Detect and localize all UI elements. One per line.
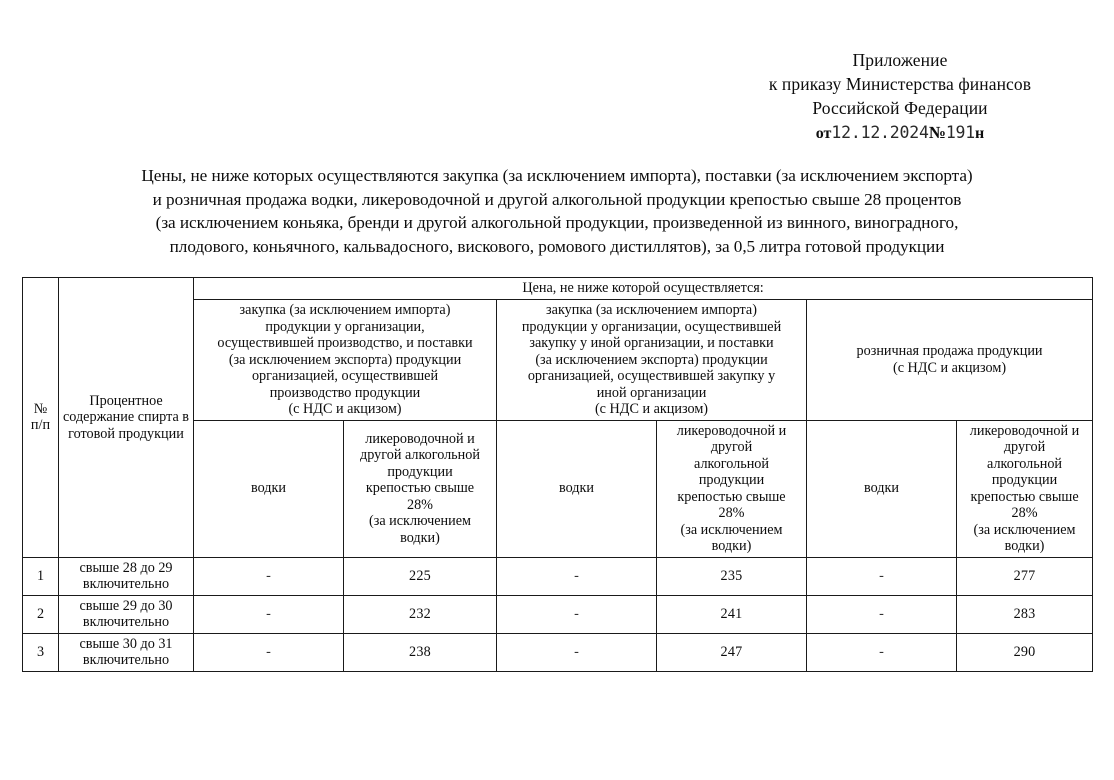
- row-index: 2: [23, 595, 59, 633]
- sub3-line-1: ликероводочной и: [969, 422, 1080, 439]
- sub1-line-4: крепостью свыше: [365, 480, 475, 497]
- cell-purchase-liquor: 232: [344, 595, 497, 633]
- cell-resale-vodka: -: [497, 633, 657, 671]
- table-row: [23, 557, 1093, 595]
- row-range-line1: свыше 29 до 30: [79, 597, 173, 614]
- col-header-index-line2: п/п: [30, 417, 51, 434]
- group1-line-1: закупка (за исключением импорта): [239, 302, 451, 318]
- sub2-line-7: (за исключением: [680, 521, 783, 538]
- appendix-reference-block: [700, 48, 1100, 146]
- group1-line-5: организацией, осуществившей: [251, 368, 439, 384]
- order-line-1: к приказу Министерства финансов: [768, 74, 1032, 94]
- sub1-line-6: (за исключением: [369, 513, 471, 530]
- table-body: [23, 557, 1093, 671]
- cell-resale-liquor: 247: [657, 633, 807, 671]
- cell-purchase-liquor: 225: [344, 557, 497, 595]
- group2-line-7: (с НДС и акцизом): [594, 401, 709, 417]
- cell-purchase-vodka: -: [194, 557, 344, 595]
- sub2-line-5: крепостью свыше: [677, 488, 786, 505]
- col-subheader-purchase-vodka: водки: [194, 420, 344, 557]
- cell-resale-vodka: -: [497, 557, 657, 595]
- cell-purchase-liquor: 238: [344, 633, 497, 671]
- number-symbol: №: [928, 123, 946, 142]
- col-header-index: [23, 278, 59, 558]
- col-subheader-resale-vodka: водки: [497, 420, 657, 557]
- col-header-percent: Процентное содержание спирта в готовой продукции: [59, 278, 194, 558]
- order-date-number: [700, 120, 1100, 146]
- table-row: [23, 633, 1093, 671]
- col-subheader-purchase-liquor: [344, 420, 497, 557]
- col-subheader-retail-liquor: [957, 420, 1093, 557]
- sub3-line-4: продукции: [991, 472, 1058, 488]
- row-range-line1: свыше 28 до 29: [79, 559, 173, 576]
- group2-line-6: иной организации: [596, 384, 707, 401]
- sub3-line-3: алкогольной: [987, 455, 1063, 472]
- group1-line-3: осуществившей производство, и поставки: [217, 335, 473, 351]
- sub3-line-5: крепостью свыше: [970, 488, 1079, 505]
- group1-line-7: (с НДС и акцизом): [288, 401, 402, 417]
- group2-line-4: (за исключением экспорта) продукции: [535, 351, 768, 368]
- sub2-line-3: алкогольной: [694, 455, 769, 472]
- group1-line-4: (за исключением экспорта) продукции: [228, 351, 462, 368]
- group1-line-6: производство продукции: [269, 384, 421, 401]
- table-band-row: [23, 278, 1093, 300]
- row-range-line1: свыше 30 до 31: [79, 635, 173, 652]
- sub1-line-7: водки): [400, 529, 440, 546]
- row-range-line2: включительно: [82, 614, 170, 630]
- cell-retail-vodka: -: [807, 595, 957, 633]
- page-title: [62, 164, 1052, 258]
- row-range-line2: включительно: [82, 576, 170, 592]
- col-header-index-line1: №: [33, 400, 48, 417]
- row-alcohol-range: [59, 595, 194, 633]
- title-line-3: (за исключением коньяка, бренди и другой алкогольной продукции, произведенной из винного, виноградного,: [155, 213, 959, 232]
- sub1-line-1: ликероводочной и: [365, 430, 475, 447]
- row-range-line2: включительно: [82, 652, 170, 668]
- row-alcohol-range: [59, 557, 194, 595]
- sub3-line-7: (за исключением: [973, 521, 1076, 538]
- cell-purchase-vodka: -: [194, 633, 344, 671]
- col-group-retail: [807, 300, 1093, 421]
- sub3-line-2: другой: [1003, 439, 1046, 455]
- group1-line-2: продукции у организации,: [265, 318, 425, 335]
- number-suffix: н: [975, 125, 985, 142]
- title-line-4: плодового, коньячного, кальвадосного, вискового, ромового дистиллятов), за 0,5 литра готовой продукции: [169, 236, 945, 256]
- group2-line-1: закупка (за исключением импорта): [546, 302, 757, 318]
- cell-retail-liquor: 277: [957, 557, 1093, 595]
- order-number-value: 191: [945, 123, 976, 142]
- sub3-line-6: 28%: [1011, 505, 1038, 521]
- appendix-label: Приложение: [852, 50, 948, 70]
- sub2-line-6: 28%: [718, 505, 745, 521]
- cell-retail-vodka: -: [807, 557, 957, 595]
- col-group-purchase-producer: [194, 300, 497, 421]
- group2-line-3: закупку у иной организации, и поставки: [529, 335, 774, 351]
- sub2-line-8: водки): [711, 538, 752, 554]
- col-group-purchase-reseller: [497, 300, 807, 421]
- date-prefix-label: от: [815, 125, 832, 142]
- group3-line-2: (с НДС и акцизом): [892, 359, 1007, 376]
- sub3-line-8: водки): [1004, 538, 1045, 554]
- order-line-2: Российской Федерации: [812, 98, 988, 118]
- title-line-2: и розничная продажа водки, ликероводочной и другой алкогольной продукции крепостью свыше 28 процентов: [152, 189, 962, 209]
- price-table: [22, 277, 1093, 672]
- sub2-line-2: другой: [710, 439, 753, 455]
- sub2-line-1: ликероводочной и: [676, 422, 787, 439]
- cell-resale-liquor: 235: [657, 557, 807, 595]
- order-date-value: 12.12.2024: [831, 123, 929, 142]
- cell-retail-liquor: 290: [957, 633, 1093, 671]
- cell-retail-vodka: -: [807, 633, 957, 671]
- cell-purchase-vodka: -: [194, 595, 344, 633]
- price-table-container: [22, 277, 1092, 672]
- cell-retail-liquor: 283: [957, 595, 1093, 633]
- sub1-line-5: 28%: [406, 496, 433, 513]
- cell-resale-vodka: -: [497, 595, 657, 633]
- row-alcohol-range: [59, 633, 194, 671]
- table-header: [23, 278, 1093, 558]
- row-index: 1: [23, 557, 59, 595]
- cell-resale-liquor: 241: [657, 595, 807, 633]
- table-row: [23, 595, 1093, 633]
- row-index: 3: [23, 633, 59, 671]
- col-subheader-resale-liquor: [657, 420, 807, 557]
- sub1-line-3: продукции: [387, 463, 453, 480]
- group3-line-1: розничная продажа продукции: [856, 343, 1043, 360]
- sub2-line-4: продукции: [698, 472, 765, 488]
- col-subheader-retail-vodka: водки: [807, 420, 957, 557]
- sub1-line-2: другой алкогольной: [360, 447, 480, 464]
- group2-line-5: организацией, осуществившей закупку у: [527, 368, 776, 384]
- group2-line-2: продукции у организации, осуществившей: [521, 318, 782, 335]
- title-line-1: Цены, не ниже которых осуществляются закупка (за исключением импорта), поставки (за исключением экспорта): [141, 166, 973, 185]
- col-header-price-band: Цена, не ниже которой осуществляется:: [194, 278, 1093, 300]
